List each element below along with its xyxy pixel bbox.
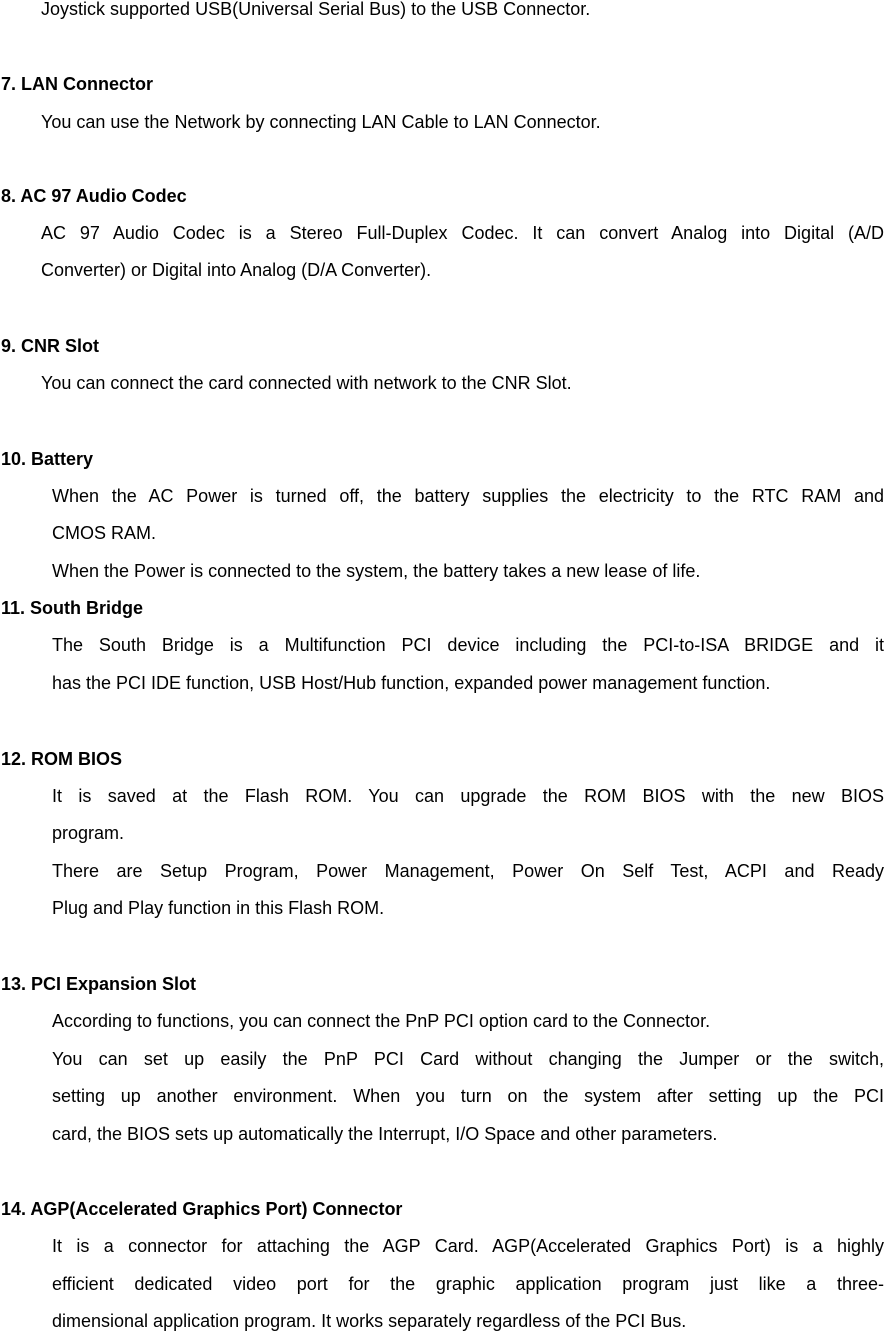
battery-text-line-2: CMOS RAM.: [52, 523, 157, 543]
section-heading-pci: 13. PCI Expansion Slot: [1, 974, 197, 994]
battery-text-line-1: When the AC Power is turned off, the battery supplies the electricity to the RTC RAM and: [52, 486, 884, 506]
section-heading-audio: 8. AC 97 Audio Codec: [1, 186, 187, 206]
rom-bios-text-line-1: It is saved at the Flash ROM. You can upgrade the ROM BIOS with the new BIOS: [52, 786, 884, 806]
section-heading-battery: 10. Battery: [1, 449, 94, 469]
lan-text: You can use the Network by connecting LAN Cable to LAN Connector.: [41, 112, 601, 132]
audio-text-line-1: AC 97 Audio Codec is a Stereo Full-Duplex Codec. It can convert Analog into Digital (A/D: [41, 223, 884, 243]
pci-text-line-1: According to functions, you can connect the PnP PCI option card to the Connector.: [52, 1011, 711, 1031]
section-heading-rom-bios: 12. ROM BIOS: [1, 749, 123, 769]
rom-bios-text-line-3: There are Setup Program, Power Management, Power On Self Test, ACPI and Ready: [52, 861, 884, 881]
south-bridge-text-line-2: has the PCI IDE function, USB Host/Hub function, expanded power management function.: [52, 673, 771, 693]
pci-text-line-2: You can set up easily the PnP PCI Card without changing the Jumper or the switch,: [52, 1049, 884, 1069]
section-heading-lan: 7. LAN Connector: [1, 74, 154, 94]
pci-text-line-3: setting up another environment. When you turn on the system after setting up the PCI: [52, 1086, 884, 1106]
agp-text-line-2: efficient dedicated video port for the graphic application program just like a three-: [52, 1274, 884, 1294]
agp-text-line-3: dimensional application program. It works separately regardless of the PCI Bus.: [52, 1311, 687, 1331]
agp-text-line-1: It is a connector for attaching the AGP Card. AGP(Accelerated Graphics Port) is a highly: [52, 1236, 884, 1256]
pci-text-line-4: card, the BIOS sets up automatically the Interrupt, I/O Space and other parameters.: [52, 1124, 718, 1144]
cnr-text: You can connect the card connected with network to the CNR Slot.: [41, 373, 572, 393]
section-heading-south-bridge: 11. South Bridge: [1, 598, 144, 618]
intro-text: Joystick supported USB(Universal Serial Bus) to the USB Connector.: [41, 0, 591, 19]
section-heading-agp: 14. AGP(Accelerated Graphics Port) Connector: [1, 1199, 403, 1219]
section-heading-cnr: 9. CNR Slot: [1, 336, 100, 356]
rom-bios-text-line-2: program.: [52, 823, 125, 843]
south-bridge-text-line-1: The South Bridge is a Multifunction PCI device including the PCI-to-ISA BRIDGE and it: [52, 635, 884, 655]
battery-text-line-3: When the Power is connected to the system, the battery takes a new lease of life.: [52, 561, 701, 581]
rom-bios-text-line-4: Plug and Play function in this Flash ROM.: [52, 898, 385, 918]
audio-text-line-2: Converter) or Digital into Analog (D/A Converter).: [41, 260, 432, 280]
